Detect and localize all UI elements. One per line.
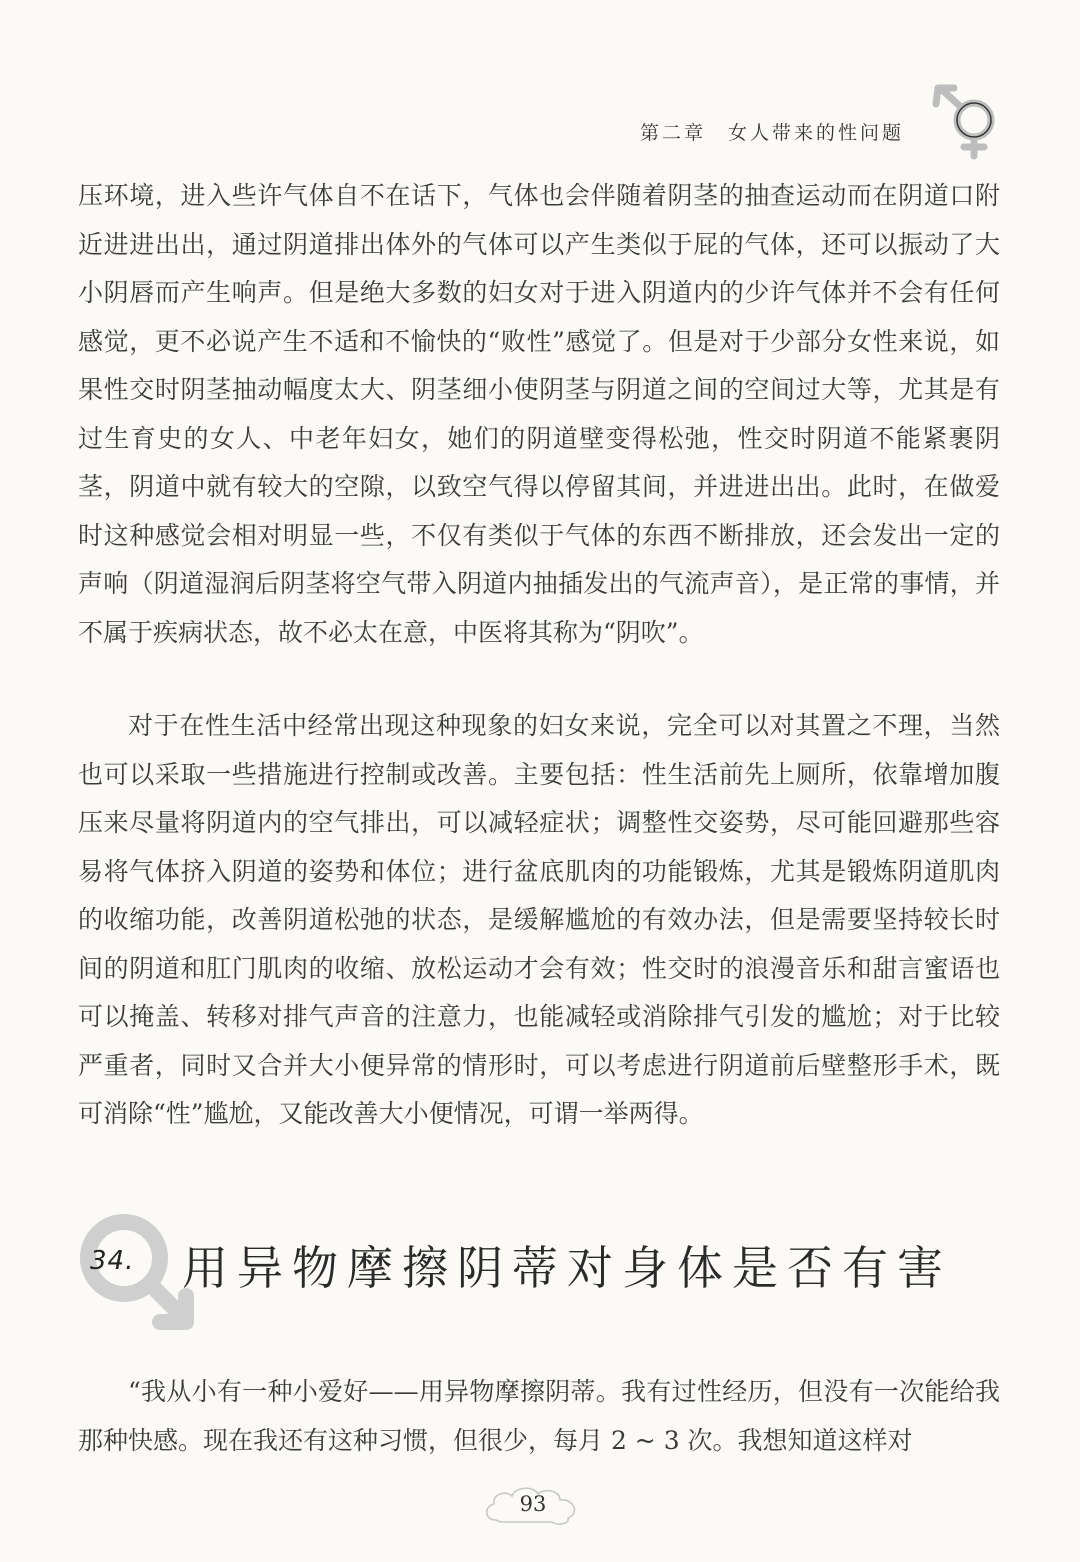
running-header <box>640 118 904 145</box>
chapter-title: 女人带来的性问题 <box>728 122 905 144</box>
body-paragraph <box>78 702 1000 1139</box>
chapter-label: 第二章 <box>640 122 707 144</box>
section-number: 34. <box>90 1246 135 1276</box>
section-paragraph <box>78 1368 1000 1465</box>
body-paragraph-continued <box>78 172 1000 657</box>
paragraph-text: “我从小有一种小爱好——用异物摩擦阴蒂。我有过性经历，但没有一次能给我那种快感。现在我还有这种习惯，但很少，每月 2 ~ 3 次。我想知道这样对 <box>78 1377 1000 1455</box>
gender-symbols-icon <box>930 80 1010 160</box>
paragraph-text: 对于在性生活中经常出现这种现象的妇女来说，完全可以对其置之不理，当然也可以采取一些措施进行控制或改善。主要包括：性生活前先上厕所，依靠增加腹压来尽量将阴道内的空气排出，可以减轻症状；调整性交姿势，尽可能回避那些容易将气体挤入阴道的姿势和体位；进行盆底肌肉的功能锻炼，尤其是锻炼阴道肌肉的收缩功能，改善阴道松弛的状态，是缓解尴尬的有效办法，但是需要坚持较长时间的阴道和肛门肌肉的收缩、放松运动才会有效；性交时的浪漫音乐和甜言蜜语也可以掩盖、转移对排气声音的注意力，也能减轻或消除排气引发的尴尬；对于比较严重者，同时又合并大小便异常的情形时，可以考虑进行阴道前后壁整形手术，既可消除“性”尴尬，又能改善大小便情况，可谓一举两得。 <box>78 711 1000 1128</box>
page-number: 93 <box>519 1492 547 1516</box>
section-title: 用异物摩擦阴蒂对身体是否有害 <box>182 1241 952 1295</box>
paragraph-text: 压环境，进入些许气体自不在话下，气体也会伴随着阴茎的抽查运动而在阴道口附近进进出出，通过阴道排出体外的气体可以产生类似于屁的气体，还可以振动了大小阴唇而产生响声。但是绝大多数的妇女对于进入阴道内的少许气体并不会有任何感觉，更不必说产生不适和不愉快的“败性”感觉了。但是对于少部分女性来说，如果性交时阴茎抽动幅度太大、阴茎细小使阴茎与阴道之间的空间过大等，尤其是有过生育史的女人、中老年妇女，她们的阴道壁变得松弛，性交时阴道不能紧裹阴茎，阴道中就有较大的空隙，以致空气得以停留其间，并进进出出。此时，在做爱时这种感觉会相对明显一些，不仅有类似于气体的东西不断排放，还会发出一定的声响（阴道湿润后阴茎将空气带入阴道内抽插发出的气流声音），是正常的事情，并不属于疾病状态，故不必太在意，中医将其称为“阴吹”。 <box>78 181 1000 647</box>
